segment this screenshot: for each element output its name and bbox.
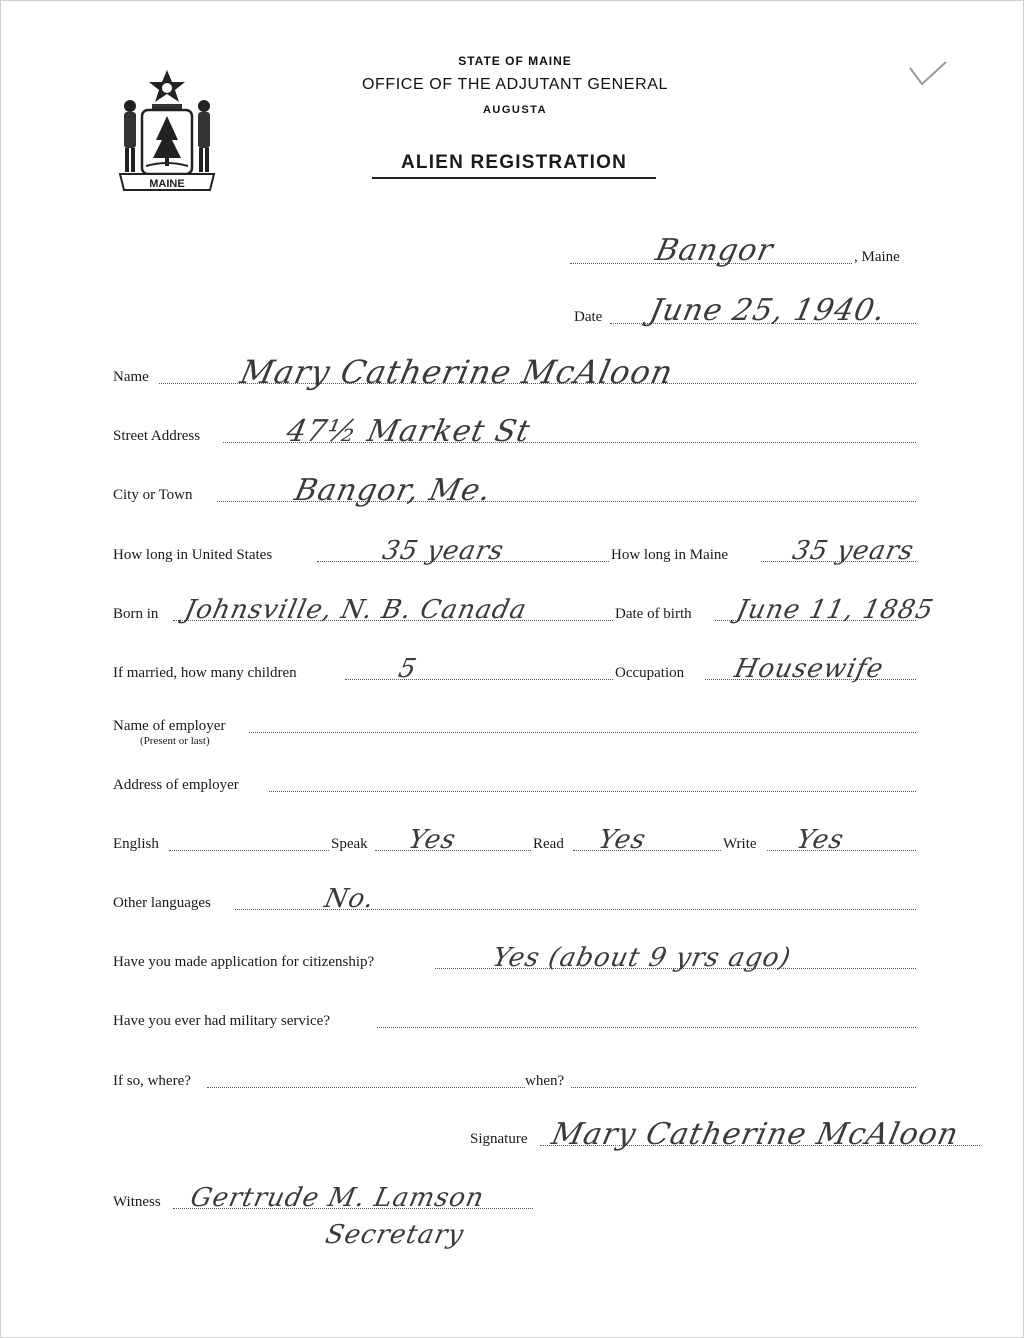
write-label: Write bbox=[723, 836, 757, 852]
where-label: If so, where? bbox=[113, 1073, 191, 1089]
city-label: City or Town bbox=[113, 487, 193, 503]
witness-label: Witness bbox=[113, 1194, 161, 1210]
witness-title: Secretary bbox=[322, 1220, 467, 1250]
signature-row bbox=[470, 1117, 1010, 1152]
header-city: AUGUSTA bbox=[482, 104, 548, 116]
maine-years-value: 35 years bbox=[789, 536, 917, 566]
speak-label: Speak bbox=[331, 836, 368, 852]
name-label: Name bbox=[113, 369, 149, 385]
us-years-label: How long in United States bbox=[113, 547, 273, 563]
street-label: Street Address bbox=[113, 428, 201, 444]
street-value: 47½ Market St bbox=[283, 414, 534, 449]
residence-row bbox=[113, 536, 917, 568]
other-languages-value: No. bbox=[321, 884, 378, 914]
signature-label: Signature bbox=[470, 1131, 528, 1147]
citizenship-value: Yes (about 9 yrs ago) bbox=[489, 943, 794, 973]
other-languages-row bbox=[113, 884, 916, 916]
seal-text: MAINE bbox=[149, 178, 185, 190]
occupation-label: Occupation bbox=[615, 665, 685, 681]
speak-value: Yes bbox=[405, 825, 459, 855]
military-row bbox=[113, 1006, 916, 1034]
english-row bbox=[113, 825, 916, 857]
street-row bbox=[113, 414, 916, 449]
header-state: STATE OF MAINE bbox=[458, 54, 572, 68]
place-value: Bangor bbox=[652, 233, 777, 268]
other-languages-label: Other languages bbox=[113, 895, 211, 911]
family-row bbox=[113, 654, 916, 686]
born-label: Born in bbox=[113, 606, 159, 622]
check-mark-icon bbox=[906, 58, 966, 94]
children-label: If married, how many children bbox=[113, 665, 297, 681]
dob-value: June 11, 1885 bbox=[733, 595, 937, 625]
read-value: Yes bbox=[595, 825, 649, 855]
place-suffix: , Maine bbox=[854, 249, 900, 265]
employer-label: Name of employer bbox=[113, 718, 226, 734]
city-value: Bangor, Me. bbox=[291, 473, 495, 508]
witness-row bbox=[113, 1183, 533, 1215]
witness-value: Gertrude M. Lamson bbox=[187, 1183, 488, 1213]
date-value: June 25, 1940. bbox=[646, 293, 889, 328]
date-row bbox=[574, 293, 916, 330]
date-label: Date bbox=[574, 309, 603, 325]
english-label: English bbox=[113, 836, 159, 852]
dob-label: Date of birth bbox=[615, 606, 692, 622]
citizenship-label: Have you made application for citizenship? bbox=[113, 954, 375, 970]
us-years-value: 35 years bbox=[379, 536, 507, 566]
children-value: 5 bbox=[395, 654, 420, 684]
born-value: Johnsville, N. B. Canada bbox=[181, 595, 530, 625]
when-label: when? bbox=[525, 1073, 565, 1089]
maine-years-label: How long in Maine bbox=[611, 547, 729, 563]
employer-sublabel: (Present or last) bbox=[140, 735, 210, 747]
city-row bbox=[113, 473, 916, 508]
employer-address-row bbox=[113, 770, 916, 798]
occupation-value: Housewife bbox=[731, 654, 887, 684]
form-title: ALIEN REGISTRATION bbox=[372, 152, 656, 179]
name-row bbox=[113, 353, 916, 391]
read-label: Read bbox=[533, 836, 564, 852]
employer-row bbox=[113, 711, 916, 739]
header-office: OFFICE OF THE ADJUTANT GENERAL bbox=[361, 76, 669, 93]
signature-value: Mary Catherine McAloon bbox=[548, 1117, 962, 1152]
employer-address-label: Address of employer bbox=[113, 777, 239, 793]
place-row bbox=[570, 233, 930, 270]
write-value: Yes bbox=[793, 825, 847, 855]
military-label: Have you ever had military service? bbox=[113, 1013, 330, 1029]
birth-row bbox=[113, 595, 937, 627]
service-place-row bbox=[113, 1066, 916, 1094]
citizenship-row bbox=[113, 943, 916, 975]
maine-state-seal-icon bbox=[112, 66, 222, 194]
name-value: Mary Catherine McAloon bbox=[236, 353, 677, 391]
